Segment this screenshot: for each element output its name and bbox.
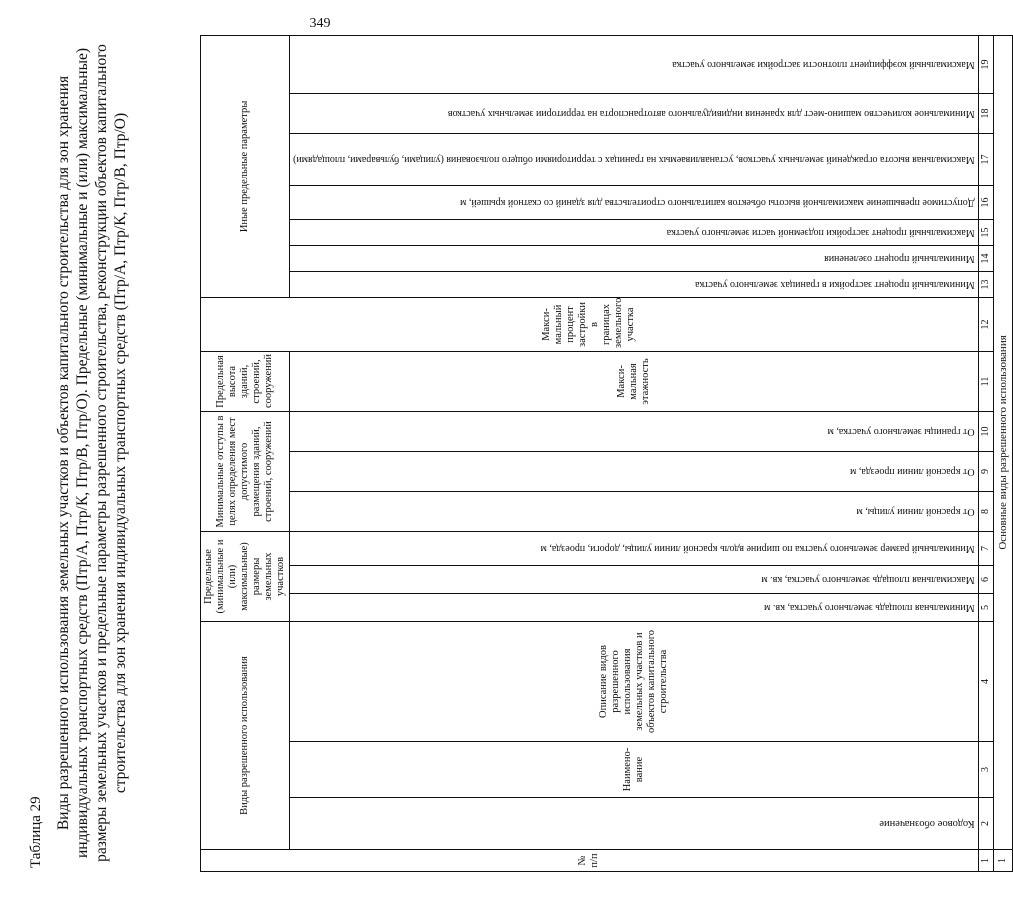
column-number: 1	[978, 850, 993, 872]
column-number: 12	[978, 297, 993, 351]
header-height: Предельная высота зданий, строений, сооружений	[201, 351, 290, 411]
parameters-table	[200, 35, 1013, 872]
table-caption: Таблица 29	[28, 796, 44, 868]
header-max-coverage: Макси-мальный процент застройки в границах земельного участка	[201, 297, 979, 351]
header-min-width: Минимальный размер земельного участка по ширине вдоль красной линии улицы, дороги, проезда, м	[290, 531, 979, 565]
column-number: 8	[978, 491, 993, 531]
header-other: Иные предельные параметры	[201, 35, 290, 297]
header-setbacks: Минимальные отступы в целях определения мест допустимого размещения зданий, строений, сооружений	[201, 411, 290, 531]
column-number: 7	[978, 531, 993, 565]
column-number: 10	[978, 411, 993, 451]
column-number: 6	[978, 566, 993, 594]
header-max-floors: Макси-мальная этажность	[290, 351, 979, 411]
header-from-border: От границы земельного участка, м	[290, 411, 979, 451]
header-p15: Максимальный процент застройки подземной части земельного участка	[290, 219, 979, 245]
column-number: 3	[978, 742, 993, 798]
header-p13: Минимальный процент застройки в границах земельного участка	[290, 271, 979, 297]
column-number: 15	[978, 219, 993, 245]
header-sizes: Предельные (минимальные и (или) максимальные) размеры земельных участков	[201, 531, 290, 621]
column-number: 18	[978, 93, 993, 133]
header-p17: Максимальная высота ограждений земельных участков, устанавливаемых на границах с территориями общего пользования (улицами, бульварами, площадями)	[290, 133, 979, 185]
header-from-red-street: От красной линии улицы, м	[290, 491, 979, 531]
column-number: 9	[978, 451, 993, 491]
page-number: 349	[309, 16, 331, 31]
column-number: 2	[978, 798, 993, 850]
header-vri: Виды разрешенного использования	[201, 622, 290, 850]
column-number: 4	[978, 622, 993, 742]
column-number: 11	[978, 351, 993, 411]
column-number: 16	[978, 185, 993, 219]
column-number: 17	[978, 133, 993, 185]
header-p14: Минимальный процент озеленения	[290, 245, 979, 271]
column-number: 14	[978, 245, 993, 271]
header-min-area: Минимальная площадь земельного участка, кв. м	[290, 594, 979, 622]
header-num: № п/п	[201, 850, 979, 872]
header-code: Кодовое обозначение	[290, 798, 979, 850]
header-desc: Описание видов разрешенного использования земельных участков и объектов капитального строительства	[290, 622, 979, 742]
header-from-red-drive: От красной линии проезда, м	[290, 451, 979, 491]
header-p18: Минимальное количество машино-мест для хранения индивидуального автотранспорта на территории земельных участков	[290, 93, 979, 133]
section-row-number: 1	[993, 850, 1012, 872]
rotated-page-content	[20, 28, 1009, 880]
section-row-label: Основные виды разрешенного использования	[993, 35, 1012, 849]
column-number: 13	[978, 271, 993, 297]
header-max-area: Максимальная площадь земельного участка, кв. м	[290, 566, 979, 594]
table-title: Виды разрешенного использования земельных участков и объектов капитального строительства для зон хранения индивидуальных транспортных средств (Птр/А, Птр/К, Птр/В, Птр/О). Предельные (минимальные и (или) максимальные) размеры земельных участков и предельные параметры разрешенного строительства, реконструкции объектов капитального строительства для зон хранения индивидуальных транспортных средств (Птр/А, Птр/К, Птр/В, Птр/О)	[55, 44, 129, 862]
header-p16: Допустимое превышение максимальной высоты объектов капитального строительства для зданий со скатной крышей, м	[290, 185, 979, 219]
column-number: 19	[978, 35, 993, 93]
header-p19: Максимальный коэффициент плотности застройки земельного участка	[290, 35, 979, 93]
column-number: 5	[978, 594, 993, 622]
header-name: Наимено-вание	[290, 742, 979, 798]
